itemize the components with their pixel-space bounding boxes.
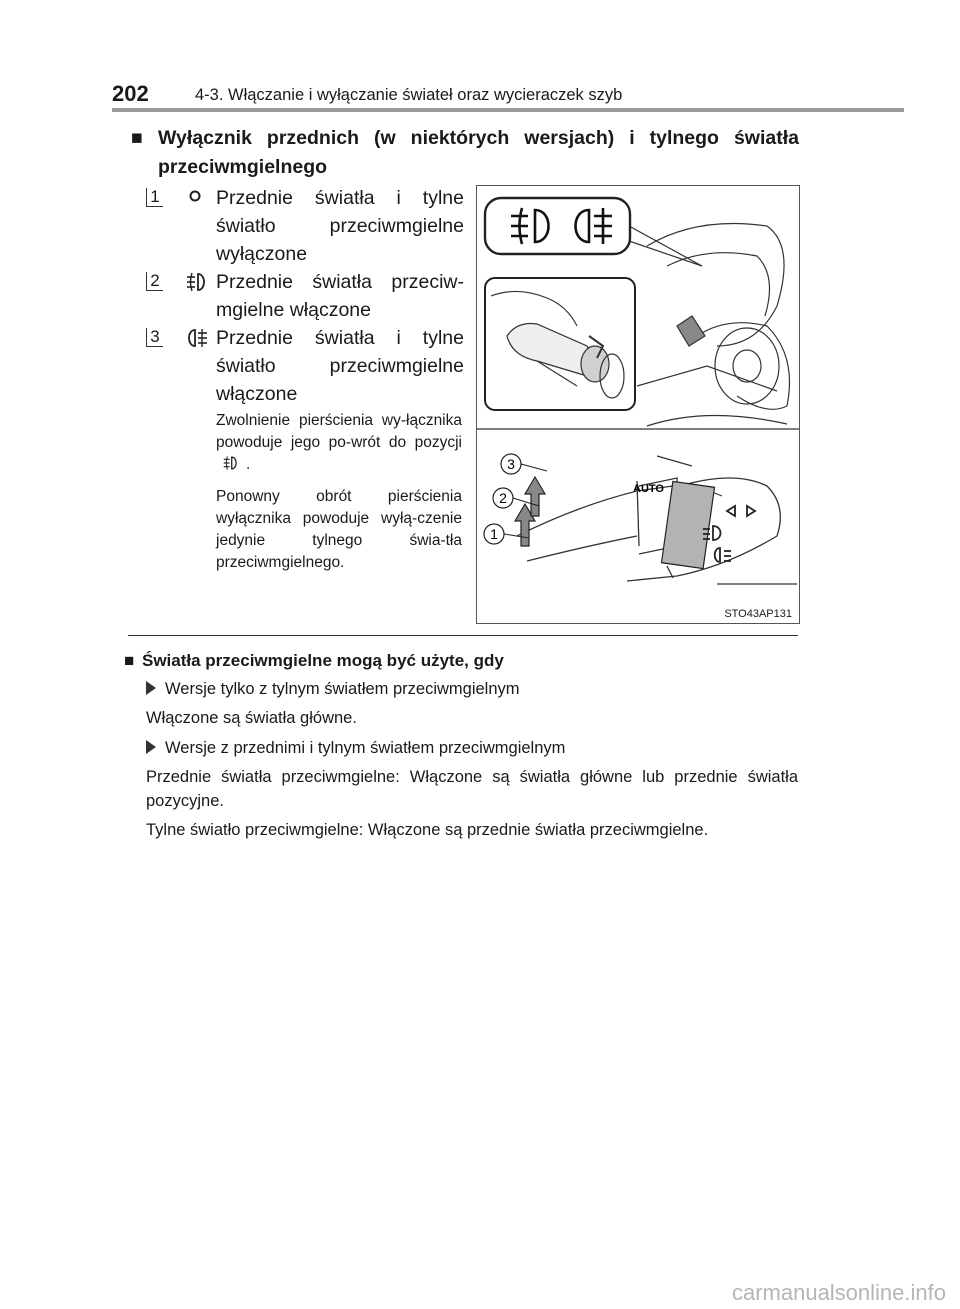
illustration-drawing — [477, 186, 799, 623]
bullet-text: Wersje z przednimi i tylnym światłem przeciwmgielnym — [165, 739, 566, 757]
page-header — [112, 80, 888, 110]
callout-1: 1 — [490, 526, 498, 542]
note-release — [216, 410, 462, 476]
subsection-title-text: Światła przeciwmgielne mogą być użyte, gdy — [142, 651, 504, 670]
section-title — [131, 124, 799, 182]
note-text: Zwolnienie pierścienia wy-łącznika powoduje jego po-wrót do pozycji — [216, 412, 462, 451]
off-circle-icon — [184, 187, 210, 209]
watermark: carmanualsonline.info — [731, 1280, 946, 1305]
chapter-title: 4-3. Włączanie i wyłączanie świateł oraz wycieraczek szyb — [195, 86, 623, 104]
front-fog-light-icon — [184, 271, 210, 293]
header-rule — [112, 108, 904, 112]
section-divider — [128, 635, 798, 636]
paragraph: Tylne światło przeciwmgielne: Włączone są przednie światła przeciwmgielne. — [146, 821, 709, 839]
list-item-off — [146, 184, 464, 268]
item-number: 1 — [146, 188, 163, 207]
bullet-text: Wersje tylko z tylnym światłem przeciwmgielnym — [165, 680, 520, 698]
item-text: Przednie światła przeciw-mgielne włączone — [216, 271, 464, 321]
callout-2: 2 — [499, 490, 507, 506]
triangle-bullet-icon — [146, 681, 156, 695]
item-text: Przednie światła i tylne światło przeciwmgielne włączone — [216, 327, 464, 405]
triangle-bullet-icon — [146, 740, 156, 754]
auto-mark: AUTO — [633, 483, 664, 495]
item-number: 2 — [146, 272, 163, 291]
switch-illustration — [476, 185, 800, 624]
list-item-front-fog — [146, 268, 464, 324]
note-turn-again: Ponowny obrót pierścienia wyłącznika powoduje wyłą-czenie jedynie tylnego świa-tła przeciwmgielnego. — [216, 488, 462, 571]
section-marker: ■ — [131, 127, 143, 149]
paragraph: Włączone są światła główne. — [146, 709, 357, 727]
item-text: Przednie światła i tylne światło przeciwmgielne wyłączone — [216, 187, 464, 265]
subsection-marker: ■ — [124, 651, 135, 670]
bullet-front-rear — [146, 736, 565, 760]
rear-fog-light-icon — [184, 327, 210, 349]
fog-ring — [661, 481, 714, 568]
callout-3: 3 — [507, 456, 515, 472]
paragraph: Przednie światła przeciwmgielne: Włączone są światła główne lub przednie światła pozycyjne. — [146, 768, 798, 810]
list-item-rear-fog — [146, 324, 464, 408]
item-number: 3 — [146, 328, 163, 347]
page-number: 202 — [112, 81, 149, 106]
front-fog-light-icon — [220, 455, 242, 471]
section-title-text: Wyłącznik przednich (w niektórych wersjach) i tylnego światła przeciwmgielnego — [158, 127, 799, 178]
note-text-end: . — [246, 456, 251, 473]
subsection-title — [124, 649, 504, 673]
figure-label: STO43AP131 — [724, 608, 792, 620]
bullet-rear-only — [146, 677, 520, 701]
